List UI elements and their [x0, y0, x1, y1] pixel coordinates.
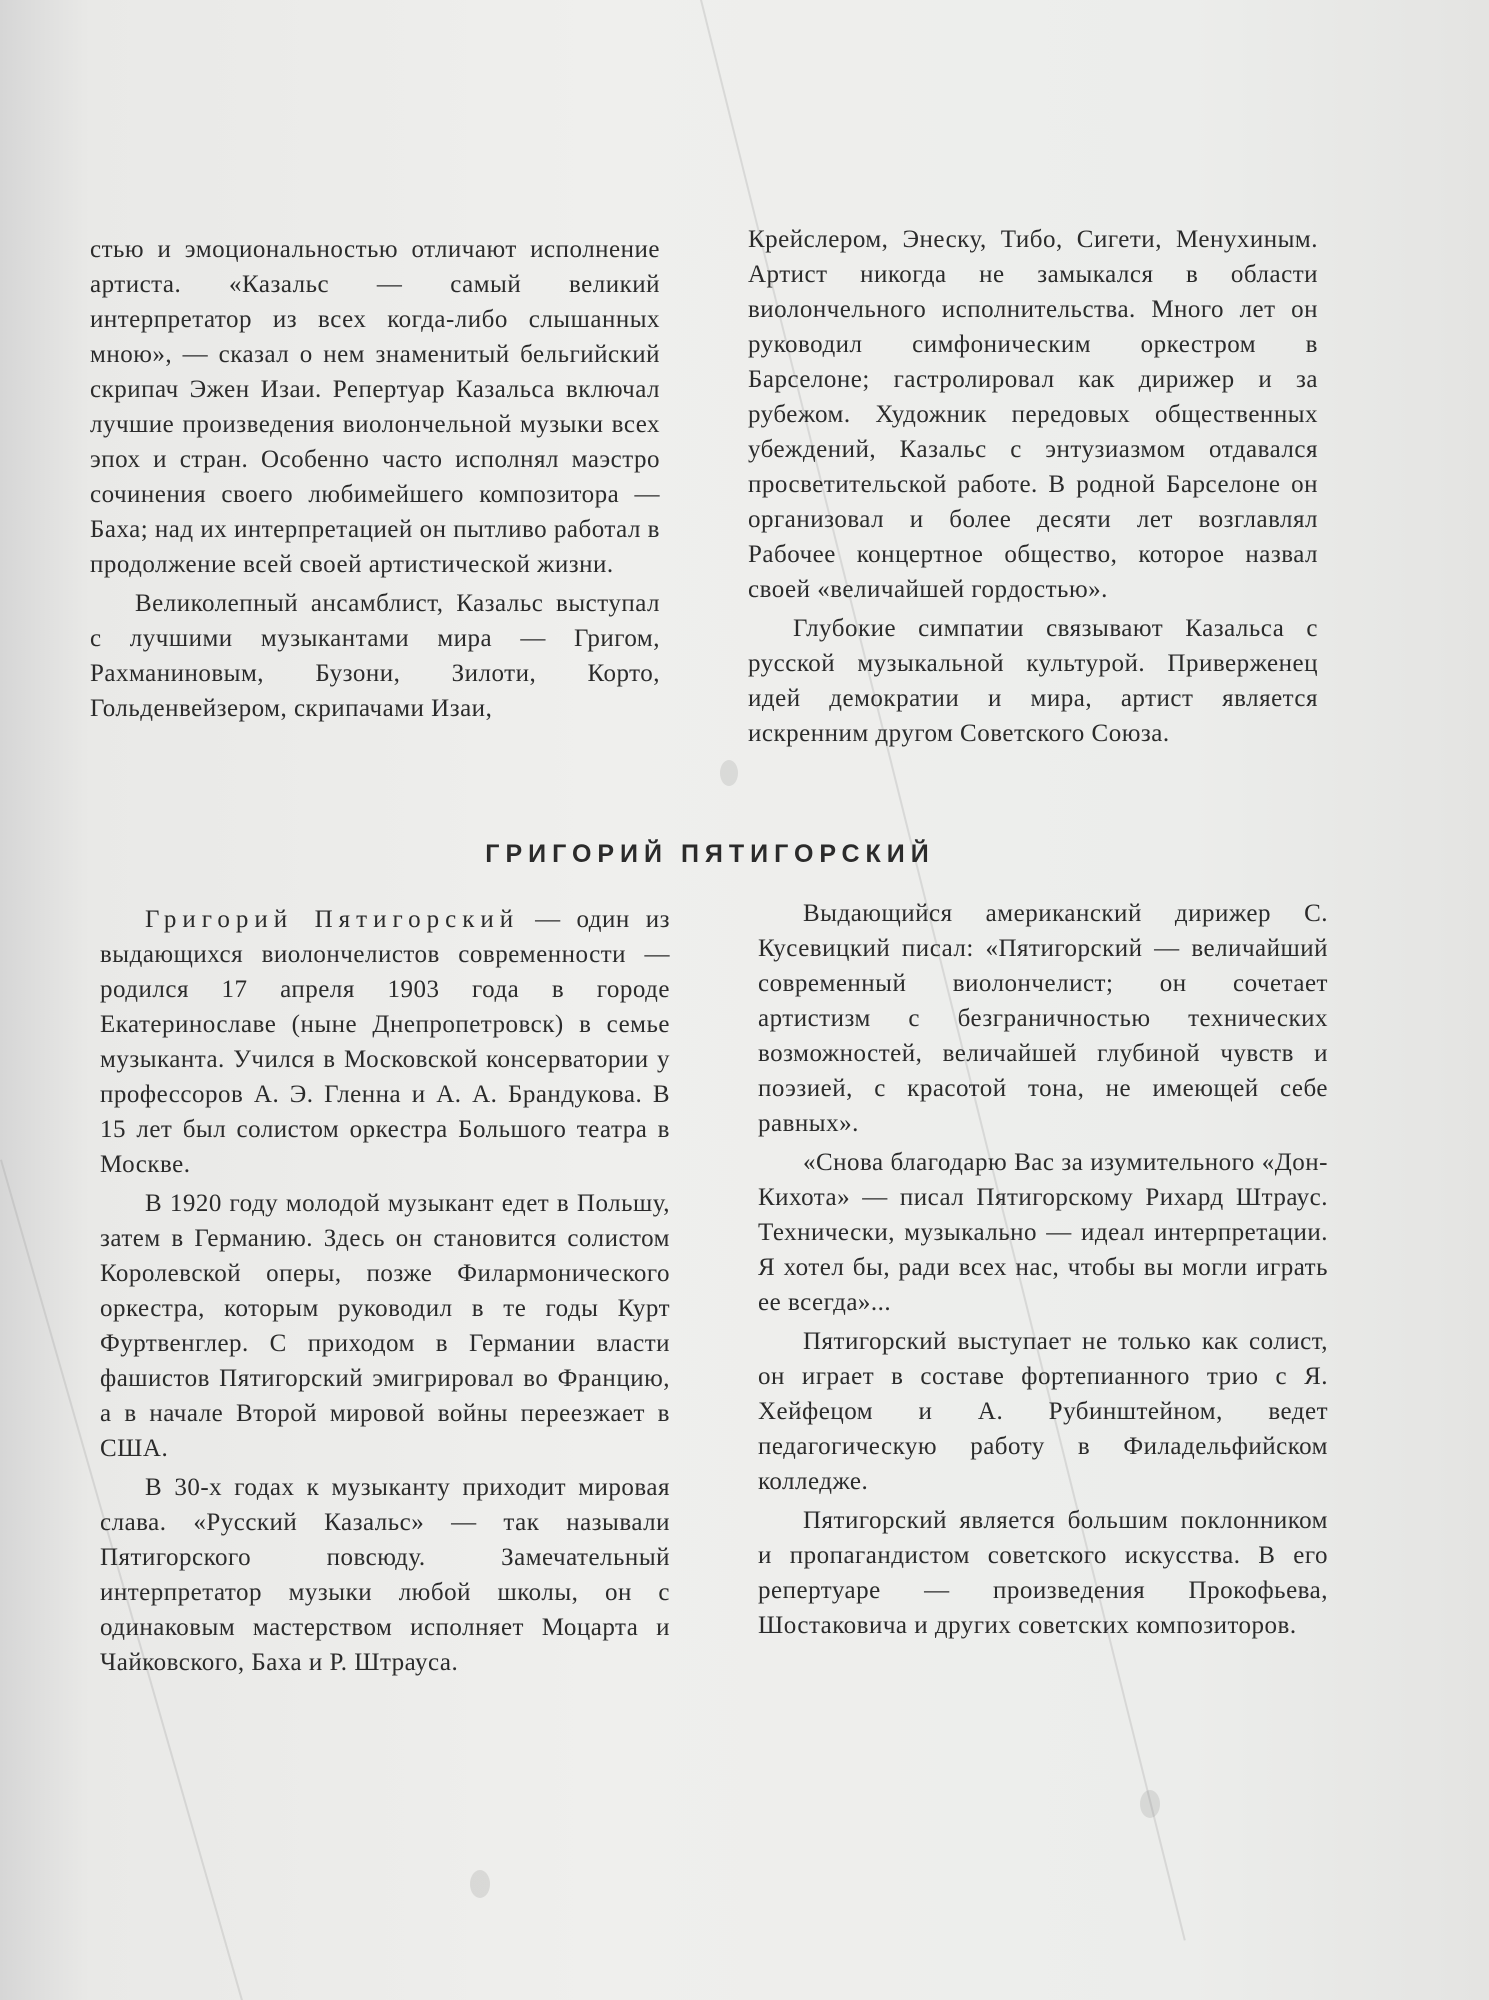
paragraph: «Снова благодарю Вас за изумительного «Дон-Кихота» — писал Пятигорскому Рихард Штраус. Технически, музыкально — идеал интерпретации. Я хотел бы, ради всех нас, чтобы вы могли играть ее всегда»...: [758, 1149, 1328, 1316]
paper-stain: [1140, 1790, 1160, 1818]
paper-stain: [720, 760, 738, 786]
person-name: Григорий Пятигорский: [145, 906, 520, 933]
paragraph: Великолепный ансамблист, Казальс выступал с лучшими музыкантами мира — Григом, Рахманиновым, Бузони, Зилоти, Корто, Гольденвейзером, скрипачами Изаи,: [90, 590, 660, 722]
section-heading: ГРИГОРИЙ ПЯТИГОРСКИЙ: [485, 840, 935, 868]
paragraph: Выдающийся американский дирижер С. Кусевицкий писал: «Пятигорский — величайший современный виолончелист; он сочетает артистизм с безграничностью технических возможностей, величайшей глубиной чувств и поэзией, с красотой тона, не имеющей себе равных».: [758, 900, 1328, 1137]
paragraph: В 1920 году молодой музыкант едет в Польшу, затем в Германию. Здесь он становится солистом Королевской оперы, позже Филармонического оркестра, которым руководил в те годы Курт Фуртвенглер. С приходом в Германии власти фашистов Пятигорский эмигрировал во Францию, а в начале Второй мировой войны переезжает в США.: [100, 1190, 670, 1462]
paragraph: Пятигорский является большим поклонником и пропагандистом советского искусства. В его репертуаре — произведения Прокофьева, Шостаковича и других советских композиторов.: [758, 1507, 1328, 1639]
paragraph: Крейслером, Энеску, Тибо, Сигети, Менухиным. Артист никогда не замыкался в области виолончельного исполнительства. Много лет он руководил симфоническим оркестром в Барселоне; гастролировал как дирижер и за рубежом. Художник передовых общественных убеждений, Казальс с энтузиазмом отдавался просветительской работе. В родной Барселоне он организовал и более десяти лет возглавлял Рабочее концертное общество, которое назвал своей «величайшей гордостью».: [748, 226, 1318, 603]
paper-stain: [470, 1870, 490, 1898]
paragraph: Пятигорский выступает не только как солист, он играет в составе фортепианного трио с Я. Хейфецом и А. Рубинштейном, ведет педагогическую работу в Филадельфийском колледже.: [758, 1328, 1328, 1495]
paragraph: [100, 902, 670, 1182]
column-bottom-left: [100, 902, 670, 1680]
column-top-right: [748, 222, 1318, 751]
column-top-left: [90, 232, 660, 726]
column-bottom-right: [758, 896, 1328, 1643]
paragraph: В 30-х годах к музыканту приходит мировая слава. «Русский Казальс» — так называли Пятигорского повсюду. Замечательный интерпретатор музыки любой школы, он с одинаковым мастерством исполняет Моцарта и Чайковского, Баха и Р. Штрауса.: [100, 1474, 670, 1676]
paragraph: Глубокие симпатии связывают Казальса с русской музыкальной культурой. Приверженец идей демократии и мира, артист является искренним другом Советского Союза.: [748, 615, 1318, 747]
paragraph: стью и эмоциональностью отличают исполнение артиста. «Казальс — самый великий интерпретатор из всех когда-либо слышанных мною», — сказал о нем знаменитый бельгийский скрипач Эжен Изаи. Репертуар Казальса включал лучшие произведения виолончельной музыки всех эпох и стран. Особенно часто исполнял маэстро сочинения своего любимейшего композитора — Баха; над их интерпретацией он пытливо работал в продолжение всей своей артистической жизни.: [90, 236, 660, 578]
paragraph-text: — один из выдающихся виолончелистов современности — родился 17 апреля 1903 года в городе Екатеринославе (ныне Днепропетровск) в семье музыканта. Учился в Московской консерватории у профессоров А. Э. Гленна и А. А. Брандукова. В 15 лет был солистом оркестра Большого театра в Москве.: [100, 906, 671, 1178]
